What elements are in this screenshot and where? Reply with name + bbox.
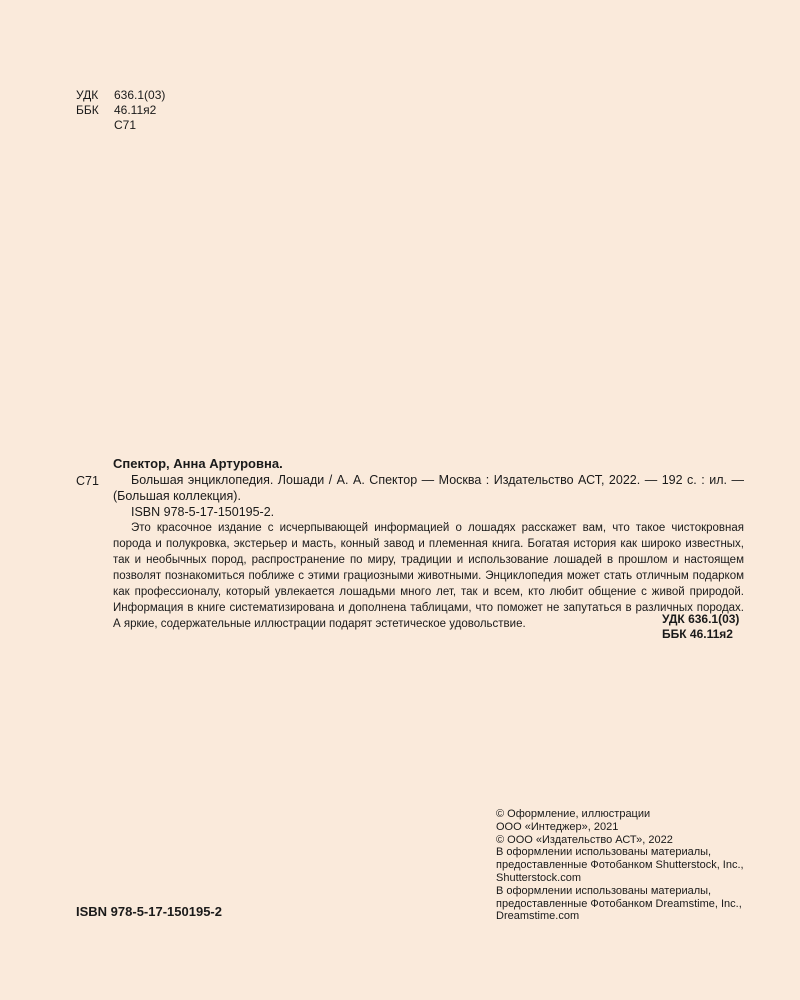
classification-block bbox=[76, 88, 165, 133]
bibliographic-record bbox=[113, 472, 744, 632]
annotation: Это красочное издание с исчерпывающей информацией о лошадях расскажет вам, что такое чистокровная порода и полукровка, экстерьер и масть, конный завод и племенная книга. Богатая история как широко известных, так и необычных пород, распространение по миру, традиции и использование лошадей в прошлом и настоящем позволят познакомиться поближе с этими грациозными животными. Энциклопедия может стать отличным подарком как профессионалу, который увлекается лошадьми много лет, так и всем, кто любит общение с живой природой. Информация в книге систематизирована и дополнена таблицами, что поможет не запутаться в различных породах. А яркие, содержательные иллюстрации подарят эстетическое удовольствие. bbox=[113, 522, 744, 630]
udc-label: УДК bbox=[76, 88, 99, 102]
author-heading: Спектор, Анна Артуровна. bbox=[113, 456, 283, 471]
udc-value: 636.1(03) bbox=[114, 88, 166, 102]
credits-shutterstock: В оформлении использованы материалы, предоставленные Фотобанком Shutterstock, Inc., Shutterstock.com bbox=[496, 846, 744, 884]
author-code: С71 bbox=[76, 474, 99, 488]
isbn-bottom: ISBN 978-5-17-150195-2 bbox=[76, 904, 222, 919]
title-line: Большая энциклопедия. Лошади / А. А. Спектор — Москва : Издательство АСТ, 2022. — 192 с. : ил. — (Большая коллекция). bbox=[113, 473, 744, 503]
copyright-publisher: © ООО «Издательство АСТ», 2022 bbox=[496, 833, 673, 846]
bbk-code: ББК 46.11я2 bbox=[662, 627, 733, 641]
classification-codes bbox=[662, 612, 739, 642]
bbk-value: 46.11я2 bbox=[114, 103, 157, 117]
udc-code: УДК 636.1(03) bbox=[662, 612, 740, 626]
copyright-illustrations: © Оформление, иллюстрации ООО «Интеджер», 2021 bbox=[496, 808, 651, 833]
udc-row bbox=[76, 88, 165, 103]
credits-dreamstime: В оформлении использованы материалы, предоставленные Фотобанком Dreamstime, Inc., Dreamstime.com bbox=[496, 884, 742, 923]
copyright-block bbox=[496, 808, 776, 923]
bbk-label: ББК bbox=[76, 103, 99, 117]
author-mark-label bbox=[76, 118, 114, 133]
author-mark-row bbox=[76, 118, 165, 133]
author-mark-value: С71 bbox=[114, 118, 137, 132]
bbk-row bbox=[76, 103, 165, 118]
record-isbn: ISBN 978-5-17-150195-2. bbox=[131, 505, 275, 519]
